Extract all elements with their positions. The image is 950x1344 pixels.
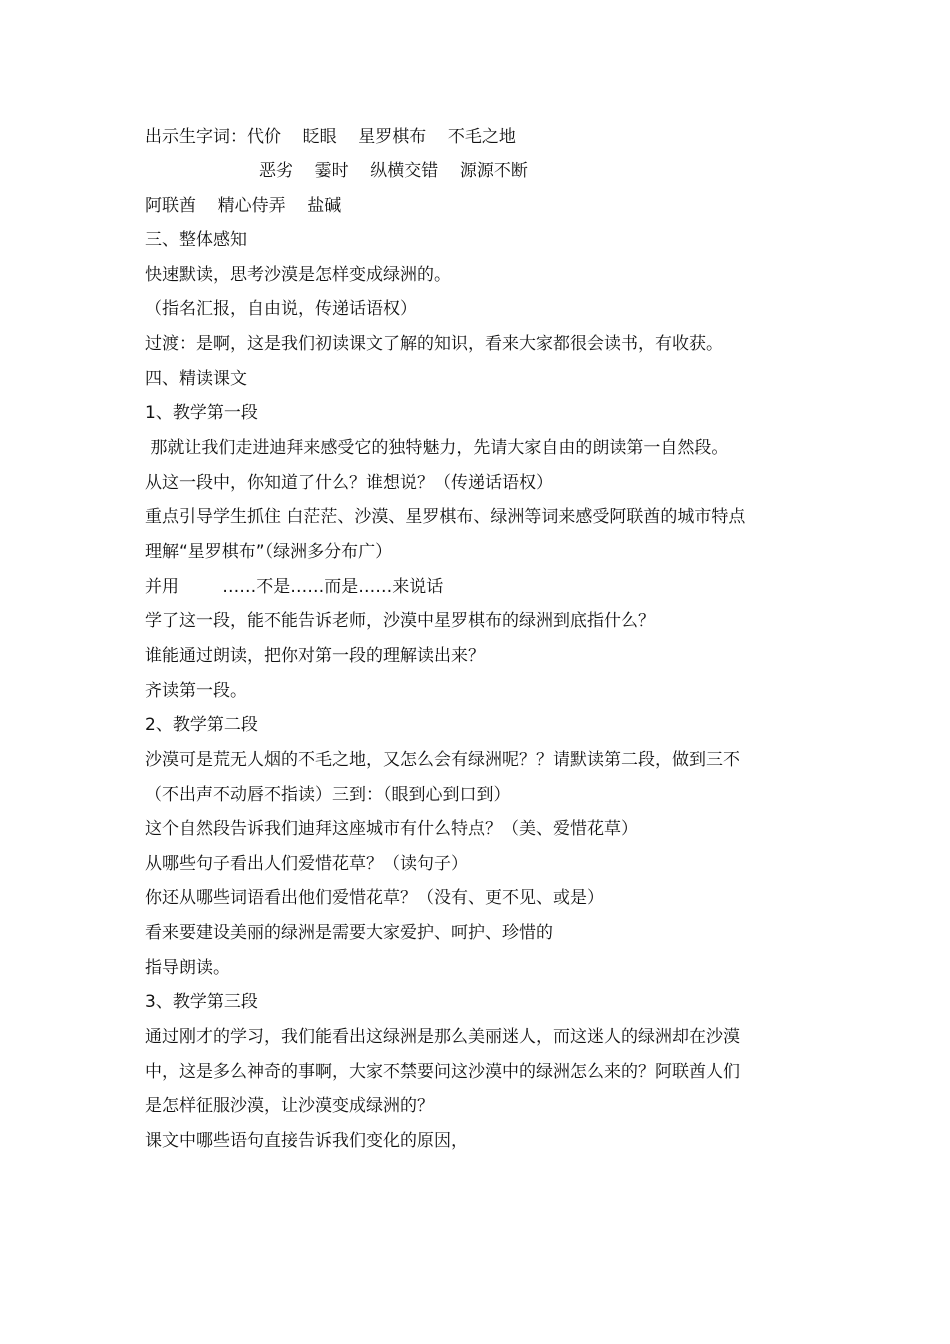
paragraph-line: 中，这是多么神奇的事啊，大家不禁要问这沙漠中的绿洲怎么来的？阿联酋人们 <box>145 1062 740 1082</box>
paragraph-line: 你还从哪些词语看出他们爱惜花草？（没有、更不见、或是） <box>145 888 604 908</box>
paragraph-line: 谁能通过朗读，把你对第一段的理解读出来？ <box>145 646 485 666</box>
paragraph-line: 这个自然段告诉我们迪拜这座城市有什么特点？（美、爱惜花草） <box>145 819 638 839</box>
heading-close-reading: 四、精读课文 <box>145 369 247 389</box>
subheading-section-1: 1、教学第一段 <box>145 403 258 423</box>
paragraph-line: 通过刚才的学习，我们能看出这绿洲是那么美丽迷人，而这迷人的绿洲却在沙漠 <box>145 1027 740 1047</box>
subheading-section-2: 2、教学第二段 <box>145 715 258 735</box>
paragraph-line: 指导朗读。 <box>145 958 230 978</box>
paragraph-line: 那就让我们走进迪拜来感受它的独特魅力，先请大家自由的朗读第一自然段。 <box>145 438 729 458</box>
paragraph-line: 学了这一段，能不能告诉老师，沙漠中星罗棋布的绿洲到底指什么？ <box>145 611 655 631</box>
paragraph-line: 课文中哪些语句直接告诉我们变化的原因， <box>145 1131 468 1151</box>
paragraph-line: 过渡：是啊，这是我们初读课文了解的知识，看来大家都很会读书，有收获。 <box>145 334 723 354</box>
line-vocab-2: 恶劣 霎时 纵横交错 源源不断 <box>259 161 528 181</box>
line-vocab-3: 阿联酋 精心侍弄 盐碱 <box>145 196 342 216</box>
paragraph-line: 是怎样征服沙漠，让沙漠变成绿洲的？ <box>145 1096 434 1116</box>
paragraph-line: 快速默读，思考沙漠是怎样变成绿洲的。 <box>145 265 451 285</box>
paragraph-line: 并用 ……不是……而是……来说话 <box>145 577 444 597</box>
paragraph-line: 从哪些句子看出人们爱惜花草？（读句子） <box>145 854 468 874</box>
paragraph-line: 理解“星罗棋布”（绿洲多分布广） <box>145 542 393 562</box>
paragraph-line: 重点引导学生抓住 白茫茫、沙漠、星罗棋布、绿洲等词来感受阿联酋的城市特点 <box>145 507 746 527</box>
paragraph-line: （不出声不动唇不指读）三到：（眼到心到口到） <box>145 785 511 805</box>
paragraph-line: 看来要建设美丽的绿洲是需要大家爱护、呵护、珍惜的 <box>145 923 553 943</box>
line-vocab-1: 出示生字词：代价 眨眼 星罗棋布 不毛之地 <box>145 127 516 147</box>
subheading-section-3: 3、教学第三段 <box>145 992 258 1012</box>
paragraph-line: 沙漠可是荒无人烟的不毛之地，又怎么会有绿洲呢？？请默读第二段，做到三不 <box>145 750 740 770</box>
paragraph-line: （指名汇报，自由说，传递话语权） <box>145 299 417 319</box>
paragraph-line: 从这一段中，你知道了什么？谁想说？（传递话语权） <box>145 473 553 493</box>
paragraph-line: 齐读第一段。 <box>145 681 247 701</box>
heading-overall-perception: 三、整体感知 <box>145 230 247 250</box>
